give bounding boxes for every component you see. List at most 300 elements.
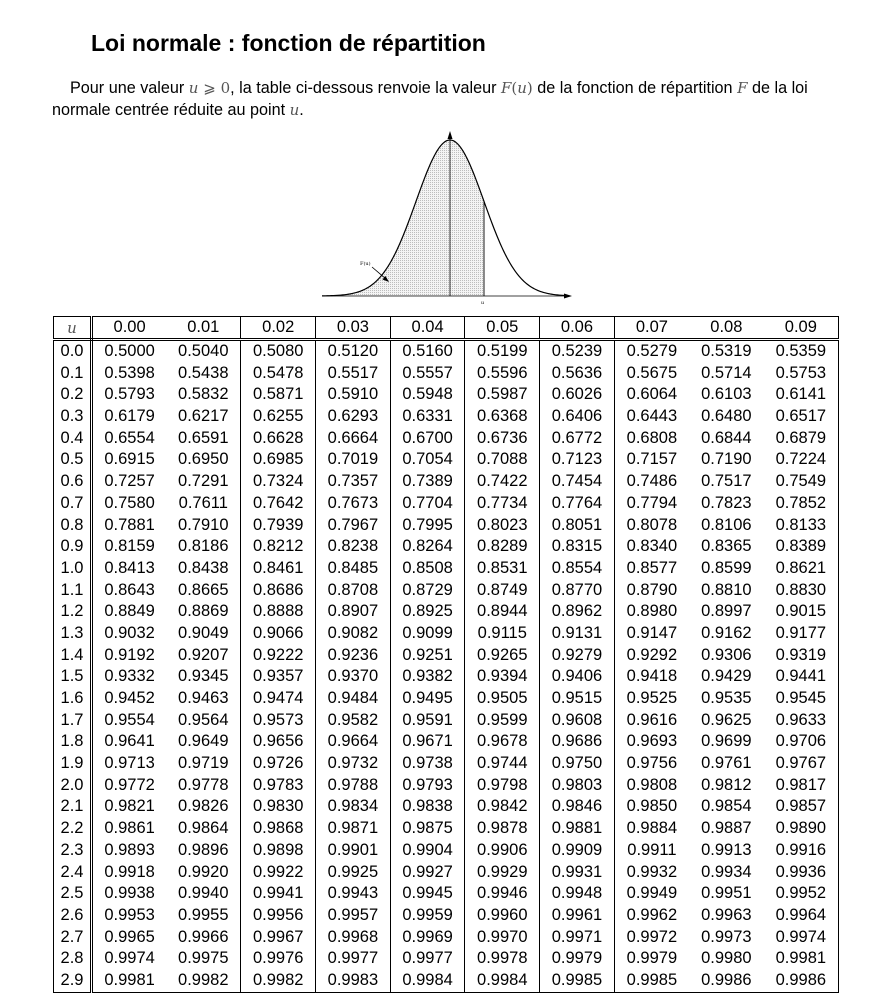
- intro-paragraph: [52, 78, 847, 121]
- table-cell: 0.8315: [540, 536, 615, 558]
- table-cell: 0.9495: [390, 688, 465, 710]
- table-cell: 0.9955: [166, 905, 241, 927]
- table-cell: 0.9656: [241, 731, 316, 753]
- table-cell: 0.9798: [465, 775, 540, 797]
- table-cell: 0.9875: [390, 818, 465, 840]
- table-cell: 0.8365: [701, 537, 752, 556]
- column-header: 0.05: [465, 317, 540, 340]
- table-cell: 0.8133: [764, 515, 839, 537]
- table-row: [54, 645, 839, 667]
- row-header-u: 2.8: [54, 948, 92, 970]
- label-u: u: [481, 300, 485, 306]
- table-cell: 0.7123: [540, 449, 615, 471]
- table-cell: 0.9976: [241, 948, 316, 970]
- table-row: [54, 840, 839, 862]
- table-cell: 0.8997: [701, 602, 752, 621]
- table-row: [54, 428, 839, 450]
- table-cell: 0.9985: [540, 970, 615, 992]
- table-cell: 0.9985: [614, 970, 689, 992]
- math-F: F: [737, 79, 748, 97]
- table-cell: 0.8888: [241, 601, 316, 623]
- table-cell: 0.6255: [241, 406, 316, 428]
- table-cell: 0.6950: [166, 449, 241, 471]
- table-cell: 0.9744: [465, 753, 540, 775]
- row-header-u: 1.4: [54, 645, 92, 667]
- table-cell: 0.9821: [104, 797, 155, 816]
- row-header-u: 0.8: [54, 515, 92, 537]
- table-row: [54, 905, 839, 927]
- table-header-row: [54, 317, 839, 340]
- column-header: 0.03: [316, 317, 391, 340]
- table-cell: 0.9929: [465, 862, 540, 884]
- row-header-u: 0.0: [54, 340, 92, 363]
- table-cell: 0.6628: [241, 428, 316, 450]
- column-header: 0.00: [92, 317, 167, 340]
- table-cell: 0.7157: [626, 450, 678, 469]
- table-cell: 0.9192: [104, 645, 155, 664]
- table-cell: 0.9641: [104, 732, 155, 751]
- table-cell: 0.9984: [390, 970, 465, 992]
- table-cell: 0.5871: [241, 384, 316, 406]
- table-cell: 0.9970: [465, 927, 540, 949]
- math-u: u: [517, 79, 527, 97]
- table-cell: 0.6517: [764, 406, 839, 428]
- intro-text-3: de la fonction de répartition: [532, 79, 738, 97]
- table-cell: 0.9207: [166, 645, 241, 667]
- table-cell: 0.5120: [316, 340, 391, 363]
- table-cell: 0.9099: [390, 623, 465, 645]
- table-cell: 0.7389: [390, 471, 465, 493]
- table-cell: 0.9812: [701, 775, 752, 794]
- table-cell: 0.9969: [390, 927, 465, 949]
- table-cell: 0.9115: [465, 623, 540, 645]
- table-cell: 0.7486: [626, 472, 678, 491]
- table-cell: 0.5398: [104, 363, 155, 382]
- row-header-u: 2.9: [54, 970, 92, 992]
- table-row: [54, 580, 839, 602]
- row-header-u: 2.2: [54, 818, 92, 840]
- table-cell: 0.9948: [540, 883, 615, 905]
- table-cell: 0.9982: [241, 970, 316, 992]
- row-header-u: 0.2: [54, 384, 92, 406]
- table-cell: 0.9554: [104, 710, 155, 729]
- table-row: [54, 948, 839, 970]
- table-cell: 0.9962: [626, 905, 678, 924]
- table-cell: 0.7764: [540, 493, 615, 515]
- table-cell: 0.7823: [701, 493, 752, 512]
- table-cell: 0.8962: [540, 601, 615, 623]
- math-zero: 0: [220, 79, 231, 97]
- table-cell: 0.8264: [390, 536, 465, 558]
- math-u: u: [289, 100, 300, 119]
- table-cell: 0.9834: [316, 796, 391, 818]
- table-row: [54, 340, 839, 363]
- table-cell: 0.9904: [390, 840, 465, 862]
- table-cell: 0.7580: [104, 493, 155, 512]
- row-header-u: 2.3: [54, 840, 92, 862]
- table-cell: 0.9515: [540, 688, 615, 710]
- table-cell: 0.8944: [465, 601, 540, 623]
- table-row: [54, 363, 839, 385]
- table-cell: 0.6331: [390, 406, 465, 428]
- row-header-u: 2.5: [54, 883, 92, 905]
- table-cell: 0.8790: [626, 580, 678, 599]
- table-cell: 0.8186: [166, 536, 241, 558]
- table-cell: 0.9953: [104, 905, 155, 924]
- table-cell: 0.9922: [241, 862, 316, 884]
- table-cell: 0.9943: [316, 883, 391, 905]
- table-cell: 0.8531: [465, 558, 540, 580]
- table-cell: 0.9918: [104, 862, 155, 881]
- table-cell: 0.9441: [764, 666, 839, 688]
- table-cell: 0.7642: [241, 493, 316, 515]
- table-cell: 0.8389: [764, 536, 839, 558]
- table-row: [54, 883, 839, 905]
- table-cell: 0.9699: [701, 732, 752, 751]
- table-cell: 0.8051: [540, 515, 615, 537]
- table-cell: 0.8599: [701, 558, 752, 577]
- intro-period: .: [299, 100, 304, 119]
- normal-curve-figure: [318, 128, 578, 308]
- table-cell: 0.9345: [166, 666, 241, 688]
- math-rparen: ): [526, 79, 533, 97]
- table-cell: 0.9649: [166, 731, 241, 753]
- table-cell: 0.9978: [465, 948, 540, 970]
- table-cell: 0.9826: [166, 796, 241, 818]
- corner-header: u: [54, 317, 92, 340]
- table-cell: 0.7357: [316, 471, 391, 493]
- table-cell: 0.9767: [764, 753, 839, 775]
- table-cell: 0.9732: [316, 753, 391, 775]
- column-header: 0.01: [166, 317, 241, 340]
- table-cell: 0.7910: [166, 515, 241, 537]
- table-cell: 0.7704: [390, 493, 465, 515]
- table-cell: 0.9842: [465, 796, 540, 818]
- table-cell: 0.9931: [540, 862, 615, 884]
- table-row: [54, 666, 839, 688]
- table-row: [54, 536, 839, 558]
- table-cell: 0.9975: [166, 948, 241, 970]
- table-cell: 0.9131: [540, 623, 615, 645]
- row-header-u: 2.1: [54, 796, 92, 818]
- table-cell: 0.7517: [701, 472, 752, 491]
- label-F-of-u: F(u): [360, 261, 371, 267]
- table-row: [54, 927, 839, 949]
- intro-text-1: Pour une valeur: [70, 79, 189, 97]
- table-cell: 0.9974: [104, 949, 155, 968]
- table-cell: 0.9916: [764, 840, 839, 862]
- table-row: [54, 449, 839, 471]
- table-cell: 0.9986: [689, 970, 764, 992]
- row-header-u: 0.4: [54, 428, 92, 450]
- table-cell: 0.7794: [626, 493, 678, 512]
- math-lparen: (: [511, 79, 518, 97]
- table-cell: 0.7734: [465, 493, 540, 515]
- table-cell: 0.8849: [104, 602, 155, 621]
- table-cell: 0.7019: [316, 449, 391, 471]
- table-row: [54, 775, 839, 797]
- table-cell: 0.9857: [764, 796, 839, 818]
- table-cell: 0.9871: [316, 818, 391, 840]
- table-cell: 0.9920: [166, 862, 241, 884]
- table-cell: 0.7939: [241, 515, 316, 537]
- table-cell: 0.5793: [104, 385, 155, 404]
- table-cell: 0.8078: [626, 515, 678, 534]
- table-cell: 0.7673: [316, 493, 391, 515]
- table-cell: 0.8869: [166, 601, 241, 623]
- table-cell: 0.9756: [626, 754, 678, 773]
- table-cell: 0.9370: [316, 666, 391, 688]
- table-cell: 0.9066: [241, 623, 316, 645]
- column-header: 0.08: [689, 317, 764, 340]
- table-cell: 0.9664: [316, 731, 391, 753]
- table-cell: 0.9909: [540, 840, 615, 862]
- table-cell: 0.9719: [166, 753, 241, 775]
- table-cell: 0.9032: [104, 623, 155, 642]
- table-cell: 0.9545: [764, 688, 839, 710]
- table-cell: 0.9850: [626, 797, 678, 816]
- row-header-u: 0.5: [54, 449, 92, 471]
- table-cell: 0.9505: [465, 688, 540, 710]
- table-cell: 0.9963: [701, 905, 752, 924]
- table-cell: 0.9945: [390, 883, 465, 905]
- y-axis-arrow-icon: [448, 131, 453, 139]
- table-cell: 0.8508: [390, 558, 465, 580]
- table-cell: 0.9898: [241, 840, 316, 862]
- table-cell: 0.9864: [166, 818, 241, 840]
- table-cell: 0.9941: [241, 883, 316, 905]
- table-cell: 0.9525: [626, 689, 678, 707]
- table-cell: 0.8621: [764, 558, 839, 580]
- table-cell: 0.5557: [390, 363, 465, 385]
- table-cell: 0.9936: [764, 862, 839, 884]
- table-cell: 0.9279: [540, 645, 615, 667]
- table-cell: 0.9913: [701, 840, 752, 859]
- table-cell: 0.7324: [241, 471, 316, 493]
- table-cell: 0.9968: [316, 927, 391, 949]
- table-row: [54, 818, 839, 840]
- table-cell: 0.8438: [166, 558, 241, 580]
- table-cell: 0.9854: [701, 797, 752, 816]
- normal-curve-svg: [318, 128, 578, 308]
- table-cell: 0.5832: [166, 384, 241, 406]
- row-header-u: 0.7: [54, 493, 92, 515]
- table-cell: 0.9956: [241, 905, 316, 927]
- table-cell: 0.9686: [540, 731, 615, 753]
- table-cell: 0.5910: [316, 384, 391, 406]
- table-row: [54, 601, 839, 623]
- row-header-u: 0.3: [54, 406, 92, 428]
- table-cell: 0.5359: [764, 340, 839, 363]
- table-cell: 0.9838: [390, 796, 465, 818]
- row-header-u: 0.6: [54, 471, 92, 493]
- table-row: [54, 384, 839, 406]
- table-cell: 0.9817: [764, 775, 839, 797]
- table-cell: 0.9147: [626, 623, 678, 642]
- table-cell: 0.9582: [316, 710, 391, 732]
- table-cell: 0.9394: [465, 666, 540, 688]
- table-cell: 0.5753: [764, 363, 839, 385]
- table-cell: 0.7190: [701, 450, 752, 469]
- table-cell: 0.9951: [701, 884, 752, 903]
- column-header: 0.04: [390, 317, 465, 340]
- table-cell: 0.9960: [465, 905, 540, 927]
- table-cell: 0.5675: [626, 363, 678, 382]
- table-cell: 0.9974: [764, 927, 839, 949]
- table-cell: 0.9177: [764, 623, 839, 645]
- table-cell: 0.9977: [316, 948, 391, 970]
- table-cell: 0.8665: [166, 580, 241, 602]
- table-cell: 0.8238: [316, 536, 391, 558]
- table-cell: 0.8643: [104, 580, 155, 599]
- row-header-u: 1.1: [54, 580, 92, 602]
- table-cell: 0.8708: [316, 580, 391, 602]
- table-cell: 0.8830: [764, 580, 839, 602]
- table-cell: 0.5160: [390, 340, 465, 363]
- table-cell: 0.8289: [465, 536, 540, 558]
- table-cell: 0.9911: [627, 840, 677, 859]
- table-row: [54, 688, 839, 710]
- row-header-u: 2.4: [54, 862, 92, 884]
- table-cell: 0.6293: [316, 406, 391, 428]
- table-cell: 0.9964: [764, 905, 839, 927]
- table-cell: 0.9306: [701, 645, 752, 664]
- table-cell: 0.8749: [465, 580, 540, 602]
- table-cell: 0.6808: [626, 428, 678, 447]
- table-cell: 0.6915: [104, 450, 155, 469]
- table-cell: 0.9463: [166, 688, 241, 710]
- table-cell: 0.7611: [166, 493, 241, 515]
- table-cell: 0.9564: [166, 710, 241, 732]
- table-row: [54, 731, 839, 753]
- table-cell: 0.9808: [626, 775, 678, 794]
- row-header-u: 1.2: [54, 601, 92, 623]
- shaded-area: [342, 140, 484, 296]
- table-cell: 0.9616: [626, 710, 678, 729]
- table-cell: 0.7454: [540, 471, 615, 493]
- table-cell: 0.8554: [540, 558, 615, 580]
- column-header: 0.02: [241, 317, 316, 340]
- table-cell: 0.9986: [764, 970, 839, 992]
- table-cell: 0.5000: [104, 342, 155, 360]
- table-cell: 0.9896: [166, 840, 241, 862]
- table-cell: 0.9830: [241, 796, 316, 818]
- table-cell: 0.7967: [316, 515, 391, 537]
- table-cell: 0.9940: [166, 883, 241, 905]
- table-cell: 0.9893: [104, 840, 155, 859]
- table-cell: 0.8461: [241, 558, 316, 580]
- table-cell: 0.9901: [316, 840, 391, 862]
- table-cell: 0.5279: [626, 342, 678, 360]
- row-header-u: 1.6: [54, 688, 92, 710]
- table-cell: 0.6554: [104, 428, 155, 447]
- table-cell: 0.6591: [166, 428, 241, 450]
- table-cell: 0.6480: [701, 407, 752, 426]
- table-cell: 0.9793: [390, 775, 465, 797]
- row-header-u: 2.0: [54, 775, 92, 797]
- table-cell: 0.9678: [465, 731, 540, 753]
- table-cell: 0.9608: [540, 710, 615, 732]
- table-cell: 0.9977: [390, 948, 465, 970]
- table-cell: 0.5199: [465, 340, 540, 363]
- table-row: [54, 493, 839, 515]
- row-header-u: 1.7: [54, 710, 92, 732]
- table-row: [54, 623, 839, 645]
- table-cell: 0.9982: [166, 970, 241, 992]
- table-cell: 0.8907: [316, 601, 391, 623]
- table-cell: 0.7088: [465, 449, 540, 471]
- row-header-u: 1.3: [54, 623, 92, 645]
- table-cell: 0.8413: [104, 558, 155, 577]
- table-cell: 0.9934: [701, 862, 752, 881]
- table-cell: 0.5040: [166, 340, 241, 363]
- table-cell: 0.9429: [701, 667, 752, 686]
- table-cell: 0.5438: [166, 363, 241, 385]
- table-cell: 0.6844: [701, 428, 752, 447]
- table-cell: 0.5596: [465, 363, 540, 385]
- distribution-table-container: [53, 316, 839, 993]
- table-cell: 0.6141: [764, 384, 839, 406]
- table-cell: 0.9967: [241, 927, 316, 949]
- table-cell: 0.9778: [166, 775, 241, 797]
- page-title: Loi normale : fonction de répartition: [91, 30, 486, 56]
- table-cell: 0.9591: [390, 710, 465, 732]
- table-cell: 0.5478: [241, 363, 316, 385]
- table-cell: 0.6368: [465, 406, 540, 428]
- table-cell: 0.7291: [166, 471, 241, 493]
- table-cell: 0.9949: [626, 884, 678, 903]
- table-cell: 0.9846: [540, 796, 615, 818]
- table-cell: 0.7881: [104, 515, 155, 534]
- table-cell: 0.9961: [540, 905, 615, 927]
- math-F: F: [500, 79, 512, 97]
- table-cell: 0.9332: [104, 667, 155, 686]
- column-header: 0.06: [540, 317, 615, 340]
- row-header-u: 2.7: [54, 927, 92, 949]
- table-cell: 0.9979: [626, 949, 678, 968]
- table-cell: 0.9952: [764, 883, 839, 905]
- table-cell: 0.9633: [764, 710, 839, 732]
- table-cell: 0.7422: [465, 471, 540, 493]
- table-cell: 0.7995: [390, 515, 465, 537]
- table-cell: 0.9162: [701, 623, 752, 642]
- table-cell: 0.9382: [390, 666, 465, 688]
- math-geq: ⩾: [198, 79, 221, 97]
- distribution-table: [53, 316, 839, 993]
- table-cell: 0.9783: [241, 775, 316, 797]
- table-cell: 0.9406: [540, 666, 615, 688]
- table-cell: 0.9738: [390, 753, 465, 775]
- table-cell: 0.9015: [764, 601, 839, 623]
- table-cell: 0.5319: [701, 342, 752, 360]
- table-cell: 0.9474: [241, 688, 316, 710]
- table-cell: 0.9265: [465, 645, 540, 667]
- table-cell: 0.5987: [465, 384, 540, 406]
- table-cell: 0.5239: [540, 340, 615, 363]
- table-cell: 0.8577: [626, 558, 678, 577]
- table-cell: 0.6736: [465, 428, 540, 450]
- table-cell: 0.9927: [390, 862, 465, 884]
- table-cell: 0.9983: [316, 970, 391, 992]
- table-cell: 0.8925: [390, 601, 465, 623]
- table-row: [54, 753, 839, 775]
- table-cell: 0.6026: [540, 384, 615, 406]
- table-cell: 0.9959: [390, 905, 465, 927]
- table-cell: 0.9049: [166, 623, 241, 645]
- table-cell: 0.9803: [540, 775, 615, 797]
- row-header-u: 1.0: [54, 558, 92, 580]
- table-cell: 0.9984: [465, 970, 540, 992]
